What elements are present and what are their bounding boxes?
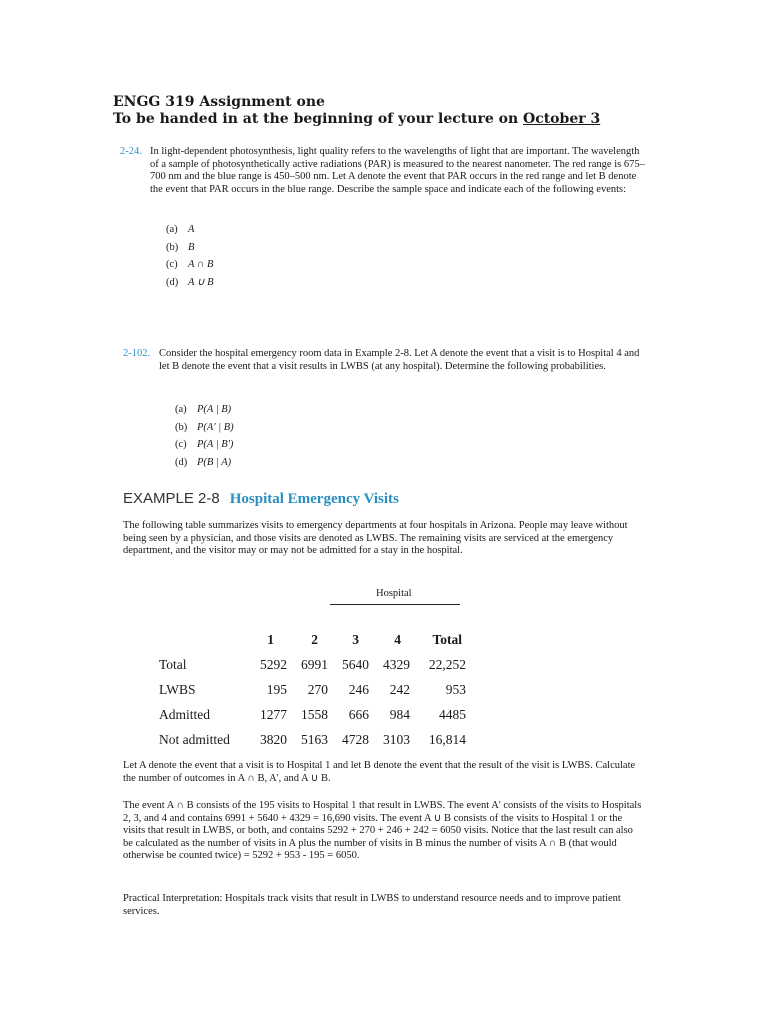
example-label: EXAMPLE 2-8 (123, 490, 220, 507)
example-solution: The event A ∩ B consists of the 195 visits to Hospital 1 that result in LWBS. The event A' consists of the visits to Hospitals 2, 3, and 4 and contains 6991 + 5640 + 4329 = 16,690 visits. The event A ∪ B consists of the visits to Hospital 1 or the visits that result in LWBS, or both, and contains 5292 + 270 + 246 + 242 = 6050 visits. Notice that the last result can also be calculated as the number of visits in A plus the number of visits in B minus the number of visits A ∩ B (that would otherwise be counted twice) = 5292 + 953 - 195 = 6050. (123, 800, 642, 862)
option-item: (b) B (166, 241, 195, 253)
example-title: Hospital Emergency Visits (229, 491, 399, 507)
due-prefix: To be handed in at the beginning of your lecture on (113, 111, 523, 127)
example-intro: The following table summarizes visits to emergency departments at four hospitals in Arizona. People may leave without being seen by a physician, and those visits are denoted as LWBS. The remaining visits are serviced at the emergency department, and the visitor may or may not be admitted for a stay in the hospital. (123, 520, 628, 557)
table-cell: 666 (348, 707, 369, 722)
problem-number: 2-102. (123, 348, 151, 359)
table-cell: 16,814 (428, 732, 466, 747)
table-cell: 270 (307, 682, 328, 697)
table-cell: 195 (266, 682, 287, 697)
example-heading (123, 490, 399, 508)
table-cell: 4728 (342, 732, 369, 747)
table-header-rule (330, 604, 460, 605)
option-item: (d) A ∪ B (166, 276, 214, 288)
problem-number: 2-24. (120, 146, 142, 157)
option-item: (a) P(A | B) (175, 404, 232, 415)
option-item: (a) A (166, 224, 195, 235)
table-cell: 1277 (260, 707, 287, 722)
table-cell: 1558 (301, 707, 328, 722)
table-cell: 3820 (260, 732, 287, 747)
option-item: (c) A ∩ B (166, 259, 214, 271)
column-header: Total (432, 632, 462, 647)
problem-2-24-options (166, 221, 214, 291)
option-item: (b) P(A' | B) (175, 421, 234, 433)
option-item: (c) P(A | B') (175, 439, 234, 451)
due-date: October 3 (523, 111, 601, 127)
table-cell: 984 (389, 707, 410, 722)
problem-2-24 (120, 146, 650, 196)
table-cell: 953 (445, 682, 466, 697)
table-cell: 246 (348, 682, 369, 697)
column-header: 3 (352, 632, 359, 647)
problem-2-102 (123, 348, 643, 373)
due-line (113, 111, 600, 127)
table-header-row (159, 632, 469, 652)
table-row (159, 732, 469, 752)
table-row (159, 657, 469, 677)
table-cell: 5640 (342, 657, 369, 672)
row-label: Not admitted (159, 732, 230, 747)
table-cell: 22,252 (428, 657, 466, 672)
table-row (159, 707, 469, 727)
problem-text: Consider the hospital emergency room data in Example 2-8. Let A denote the event that a visit is to Hospital 4 and let B denote the event that a visit results in LWBS (at any hospital). Determine the following probabilities. (159, 348, 640, 372)
row-label: Total (159, 657, 187, 672)
column-header: 4 (394, 632, 401, 647)
table-cell: 242 (389, 682, 410, 697)
row-label: LWBS (159, 682, 196, 697)
column-header: 2 (311, 632, 318, 647)
example-question: Let A denote the event that a visit is to Hospital 1 and let B denote the event that the result of the visit is LWBS. Calculate the number of outcomes in A ∩ B, A', and A ∪ B. (123, 760, 636, 784)
table-cell: 4485 (439, 707, 466, 722)
table-cell: 6991 (301, 657, 328, 672)
problem-text: In light-dependent photosynthesis, light quality refers to the wavelengths of light that are important. The wavelength of a sample of photosynthetically active radiations (PAR) is measured to the nearest nanometer. The red range is 675–700 nm and the blue range is 450–500 nm. Let A denote the event that PAR occurs in the red range and let B denote the event that PAR occurs in the blue range. Describe the sample space and indicate each of the following events: (150, 146, 645, 195)
table-cell: 3103 (383, 732, 410, 747)
table-group-header: Hospital (376, 588, 412, 599)
table-cell: 4329 (383, 657, 410, 672)
table-row (159, 682, 469, 702)
column-header: 1 (267, 632, 274, 647)
practical-interpretation: Practical Interpretation: Hospitals track visits that result in LWBS to understand resource needs and to improve patient services. (123, 893, 621, 917)
option-item: (d) P(B | A) (175, 456, 232, 468)
table-cell: 5292 (260, 657, 287, 672)
problem-2-102-options (175, 401, 234, 471)
table-cell: 5163 (301, 732, 328, 747)
row-label: Admitted (159, 707, 210, 722)
assignment-title: ENGG 319 Assignment one (113, 94, 325, 110)
